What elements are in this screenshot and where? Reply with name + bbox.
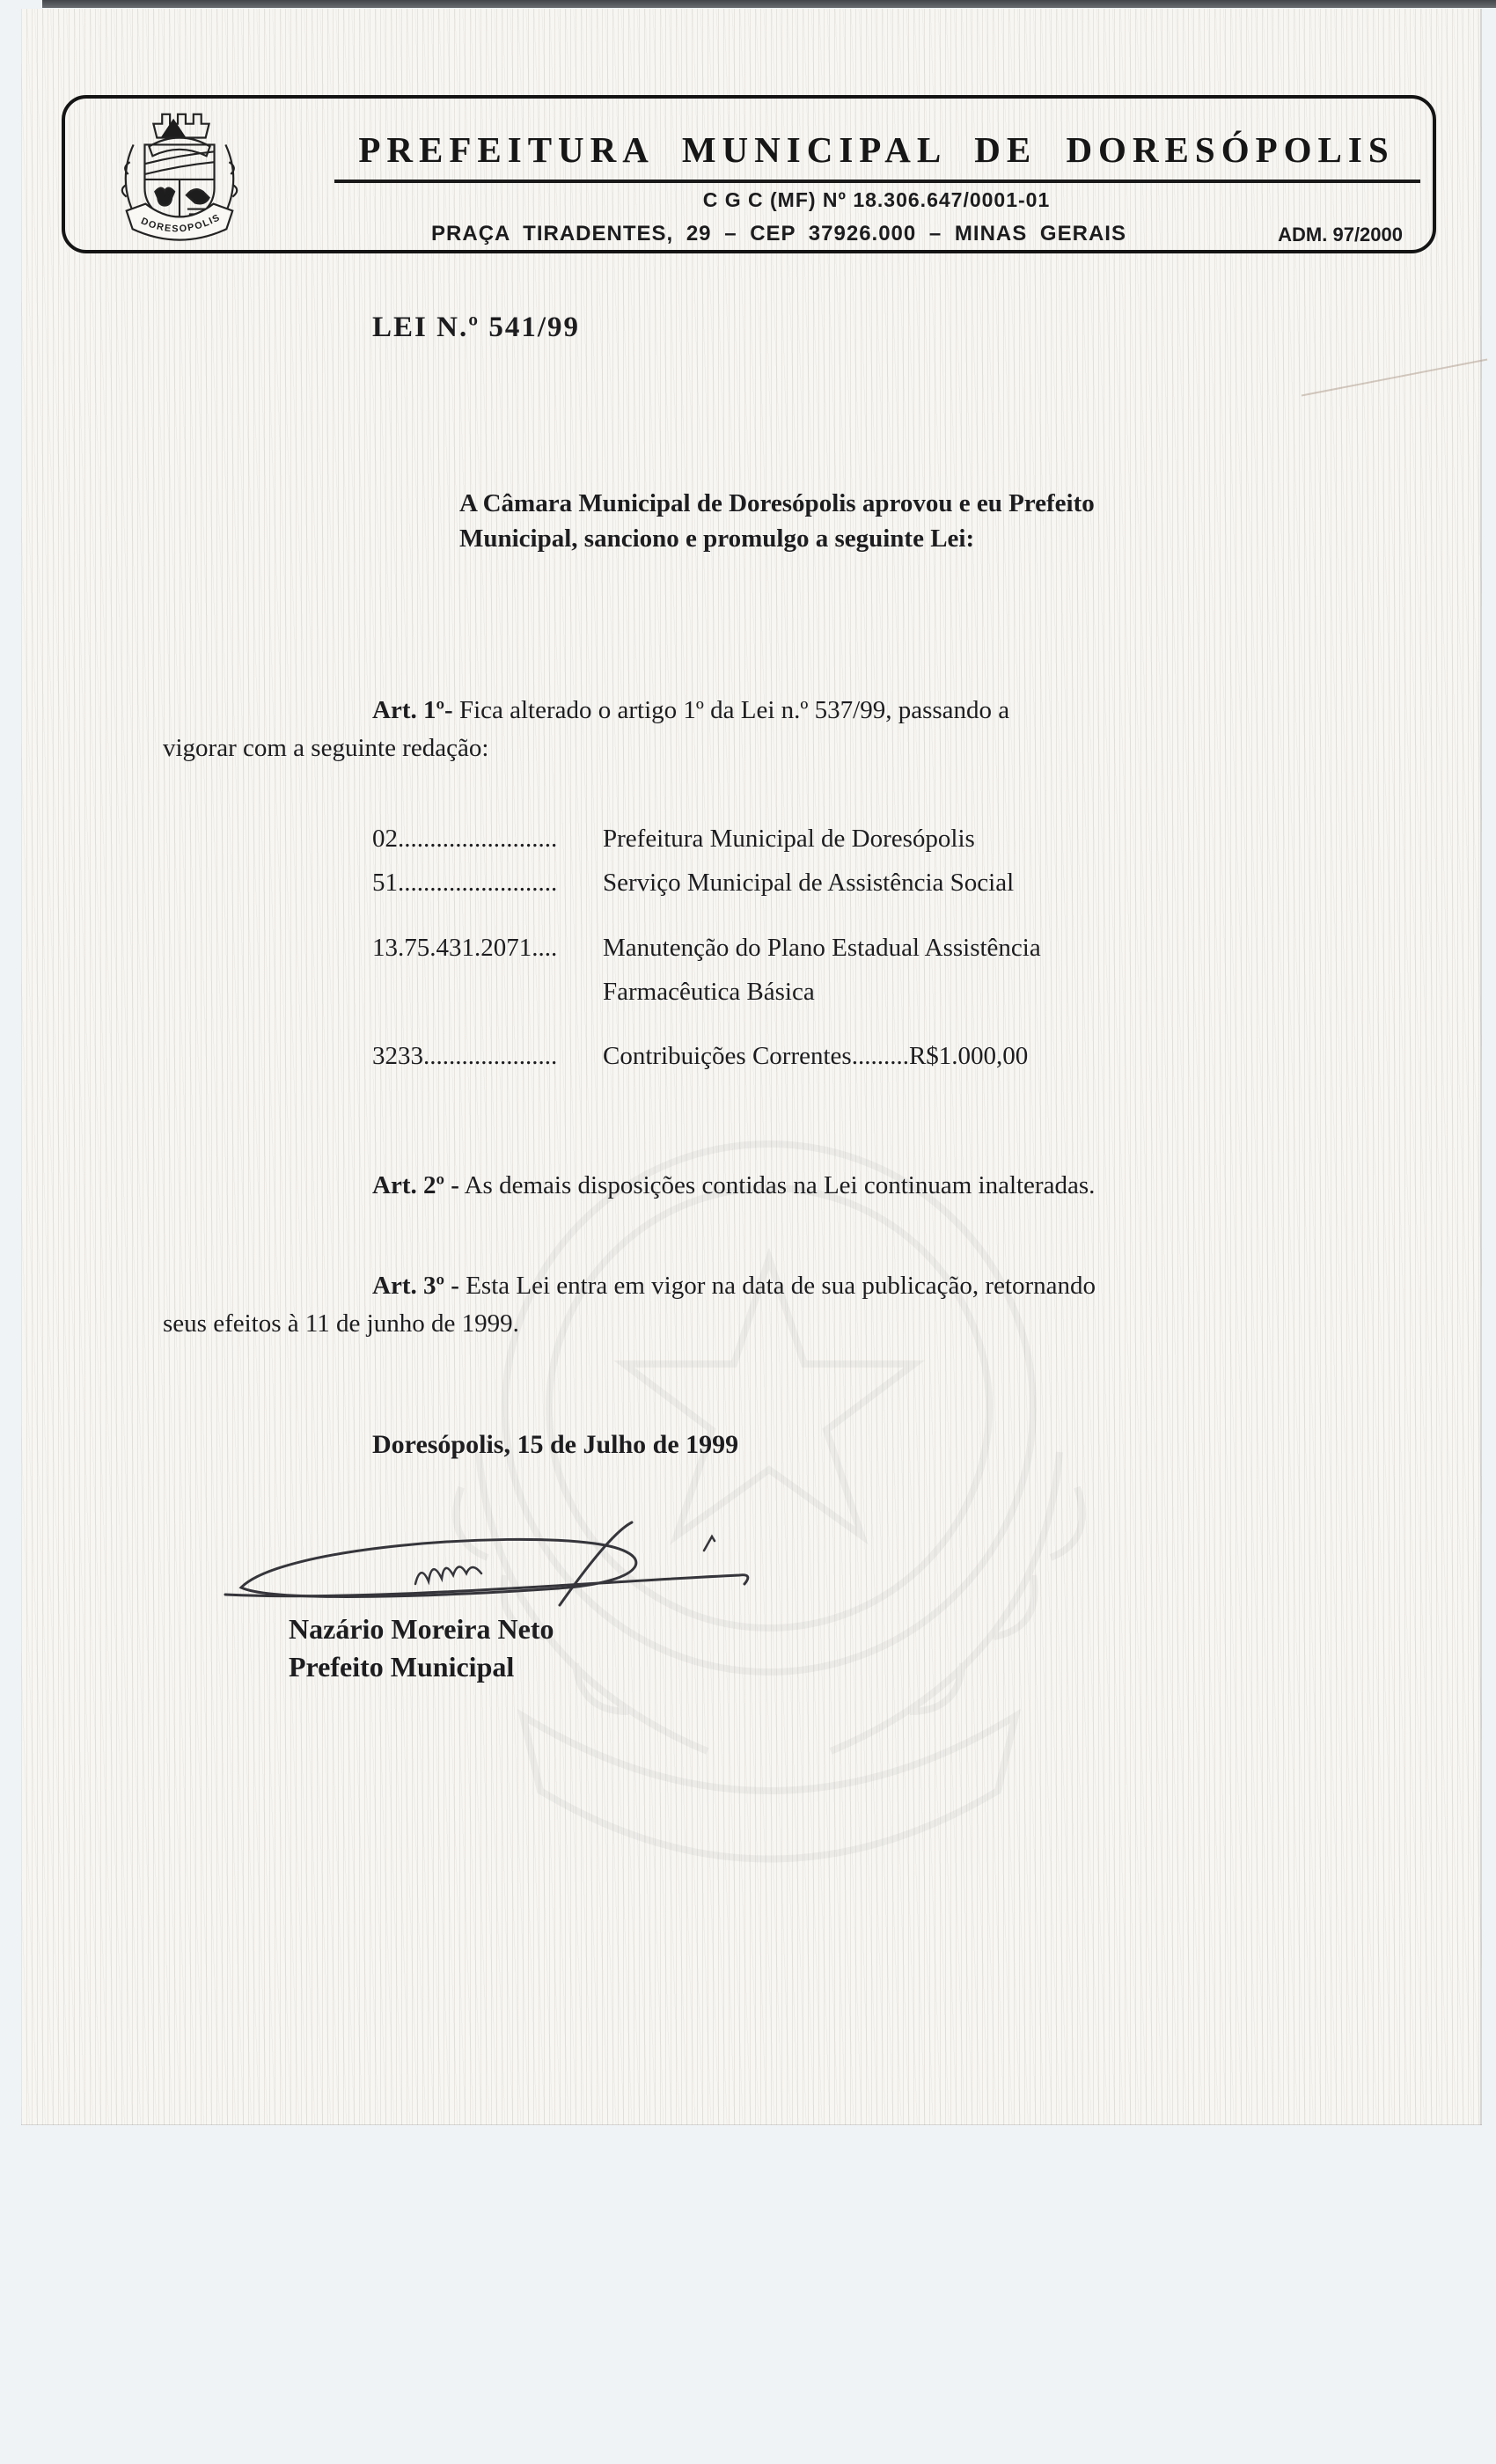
letterhead-address: PRAÇA TIRADENTES, 29 – CEP 37926.000 – MINAS GERAIS [431,222,1126,246]
budget-code: 13.75.431.2071.... [372,934,558,962]
budget-block-units [372,817,1014,905]
preamble-paragraph [459,486,1251,556]
letterhead-title: PREFEITURA MUNICIPAL DE DORESÓPOLIS [358,129,1395,170]
dateline: Doresópolis, 15 de Julho de 1999 [372,1430,739,1459]
budget-line [372,1034,1028,1078]
document-page [21,9,1482,2125]
budget-desc: Manutenção do Plano Estadual Assistência Farmacêutica Básica [603,934,1041,1006]
article-1-line1: Art. 1º- Fica alterado o artigo 1º da Lei n.º 537/99, passando a [372,696,1010,724]
budget-line [372,817,1014,861]
signature-block [289,1610,554,1686]
preamble-line: A Câmara Municipal de Doresópolis aprovou e eu Prefeito [459,489,1095,517]
article-2-paragraph: Art. 2º - As demais disposições contidas na Lei continuam inalteradas. [372,1171,1096,1199]
article-2-label: Art. 2º - [372,1171,459,1199]
scan-edge-shadow [42,0,1496,8]
article-1-paragraph [163,692,1245,767]
budget-desc: Prefeitura Municipal de Doresópolis [603,825,975,853]
article-3-line1: Art. 3º - Esta Lei entra em vigor na data de sua publicação, retornando [372,1272,1096,1300]
budget-line [372,861,1014,905]
article-3-paragraph [163,1267,1245,1343]
signature-handwriting [215,1521,760,1619]
budget-block-program [372,926,1041,1014]
watermark-emblem [329,994,1209,1927]
letterhead-adm: ADM. 97/2000 [1278,224,1403,246]
article-3-label: Art. 3º - [372,1272,459,1300]
title-underline [334,180,1420,183]
budget-code: 51......................... [372,869,558,897]
municipal-coat-of-arms [106,107,253,241]
article-1-label: Art. 1º- [372,696,453,724]
letterhead-cgc: C G C (MF) Nº 18.306.647/0001-01 [702,188,1051,211]
article-1-line2: vigorar com a seguinte redação: [163,734,489,762]
signer-name: Nazário Moreira Neto [289,1613,554,1645]
budget-desc: Contribuições Correntes.........R$1.000,00 [603,1042,1029,1070]
budget-code: 3233..................... [372,1042,558,1070]
letterhead-box [62,95,1436,253]
law-number-heading: LEI N.º 541/99 [372,312,581,343]
budget-line [372,926,1041,1014]
budget-desc: Serviço Municipal de Assistência Social [603,869,1015,897]
signer-title: Prefeito Municipal [289,1651,515,1683]
budget-block-amount [372,1034,1028,1078]
article-3-line2: seus efeitos à 11 de junho de 1999. [163,1309,519,1338]
paper-crease [1302,359,1487,397]
crest-banner-text: DORESOPOLIS [139,211,223,235]
preamble-line: Municipal, sanciono e promulgo a seguinte Lei: [459,524,975,553]
budget-code: 02......................... [372,825,558,853]
